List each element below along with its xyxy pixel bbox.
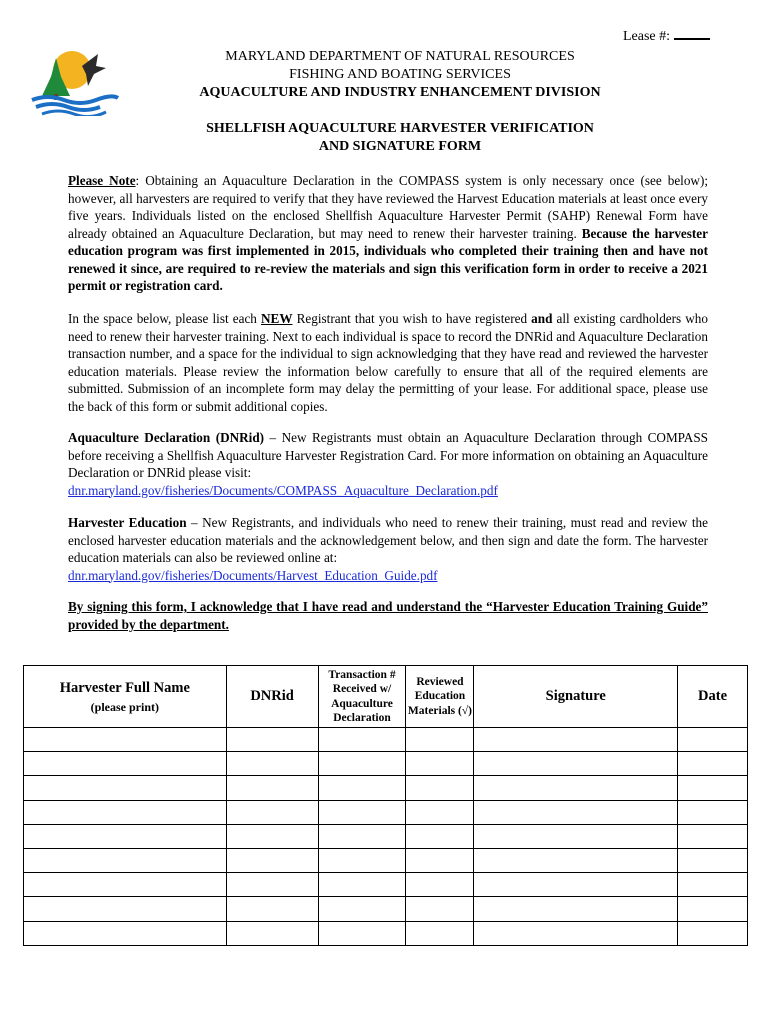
transaction-cell[interactable]: [318, 776, 406, 800]
harvester-education-text: – New Registrants, and individuals who need to renew their training, must read and review the enclosed harvester education materials and the acknowledgement below, and then sign and date the form. The harvester education materials can also be reviewed online at:: [68, 515, 708, 565]
lease-blank-line[interactable]: [674, 26, 710, 40]
name-cell[interactable]: [24, 873, 227, 897]
reviewed-cell[interactable]: [406, 752, 474, 776]
lease-number-field: [623, 26, 710, 45]
transaction-cell[interactable]: [318, 728, 406, 752]
date-cell[interactable]: [678, 897, 748, 921]
agency-header: [150, 48, 650, 102]
date-cell[interactable]: [678, 824, 748, 848]
note-bold-text: Because the harvester education program was first implemented in 2015, individuals who completed their training then and have not renewed it since, are required to re-review the materials and sign this verification form in order to receive a 2021 permit or registration card.: [68, 225, 708, 293]
harvest-education-guide-link[interactable]: dnr.maryland.gov/fisheries/Documents/Harvest_Education_Guide.pdf: [68, 567, 438, 583]
signature-cell[interactable]: [474, 897, 678, 921]
header-date: Date: [678, 666, 748, 728]
table-row: [24, 921, 748, 945]
dnrid-cell[interactable]: [226, 897, 318, 921]
header-reviewed: Reviewed Education Materials (√): [406, 666, 474, 728]
table-body: [24, 728, 748, 946]
table-row: [24, 824, 748, 848]
form-title-line2: AND SIGNATURE FORM: [318, 139, 482, 154]
signature-cell[interactable]: [474, 824, 678, 848]
division-name: AQUACULTURE AND INDUSTRY ENHANCEMENT DIVISION: [199, 85, 601, 100]
table-header-row: [24, 666, 748, 728]
date-cell[interactable]: [678, 873, 748, 897]
reviewed-cell[interactable]: [406, 921, 474, 945]
dnrid-cell[interactable]: [226, 776, 318, 800]
date-cell[interactable]: [678, 728, 748, 752]
header-dnrid: DNRid: [226, 666, 318, 728]
reviewed-cell[interactable]: [406, 848, 474, 872]
name-cell[interactable]: [24, 728, 227, 752]
signature-cell[interactable]: [474, 873, 678, 897]
dnrid-cell[interactable]: [226, 848, 318, 872]
signature-cell[interactable]: [474, 776, 678, 800]
name-cell[interactable]: [24, 800, 227, 824]
table-row: [24, 752, 748, 776]
header-transaction: Transaction # Received w/ Aquaculture Declaration: [318, 666, 406, 728]
date-cell[interactable]: [678, 800, 748, 824]
service-name: FISHING AND BOATING SERVICES: [289, 67, 511, 82]
transaction-cell[interactable]: [318, 824, 406, 848]
reviewed-cell[interactable]: [406, 897, 474, 921]
table-row: [24, 848, 748, 872]
reviewed-cell[interactable]: [406, 800, 474, 824]
instructions-new: NEW: [261, 311, 293, 326]
reviewed-cell[interactable]: [406, 776, 474, 800]
dnrid-cell[interactable]: [226, 873, 318, 897]
reviewed-cell[interactable]: [406, 873, 474, 897]
table-row: [24, 873, 748, 897]
instructions-paragraph: [68, 310, 708, 415]
date-cell[interactable]: [678, 848, 748, 872]
transaction-cell[interactable]: [318, 800, 406, 824]
signature-cell[interactable]: [474, 800, 678, 824]
note-paragraph: [68, 172, 708, 295]
signature-cell[interactable]: [474, 848, 678, 872]
aquaculture-declaration-text: – New Registrants must obtain an Aquaculture Declaration through COMPASS before receiving a Shellfish Aquaculture Harvester Registration Card. For more information on obtaining an Aquaculture Declaration or DNRid please visit:: [68, 430, 708, 480]
compass-declaration-link[interactable]: dnr.maryland.gov/fisheries/Documents/COMPASS_Aquaculture_Declaration.pdf: [68, 482, 498, 498]
aquaculture-declaration-label: Aquaculture Declaration (DNRid): [68, 430, 265, 445]
header-full-name-label: Harvester Full Name: [59, 679, 190, 696]
table-row: [24, 897, 748, 921]
signature-cell[interactable]: [474, 728, 678, 752]
date-cell[interactable]: [678, 776, 748, 800]
table-row: [24, 800, 748, 824]
dnr-logo-icon: [28, 44, 120, 116]
dnrid-cell[interactable]: [226, 728, 318, 752]
header-signature: Signature: [474, 666, 678, 728]
signature-cell[interactable]: [474, 921, 678, 945]
aquaculture-declaration-paragraph: [68, 429, 708, 499]
name-cell[interactable]: [24, 848, 227, 872]
acknowledgement-statement: By signing this form, I acknowledge that I have read and understand the “Harvester Education Training Guide” provided by the department.: [68, 599, 708, 632]
date-cell[interactable]: [678, 921, 748, 945]
header-full-name-sub: (please print): [90, 699, 159, 714]
reviewed-cell[interactable]: [406, 824, 474, 848]
name-cell[interactable]: [24, 776, 227, 800]
transaction-cell[interactable]: [318, 921, 406, 945]
name-cell[interactable]: [24, 752, 227, 776]
note-text: : Obtaining an Aquaculture Declaration in the COMPASS system is only necessary once (see below); however, all harvesters are required to verify that they have reviewed the Harvest Education materials at least once every five years. Individuals listed on the enclosed Shellfish Aquaculture Harvester Permit (SAHP) Renewal Form have already obtained an Aquaculture Declaration, but may need to renew their harvester training.: [68, 173, 709, 241]
table-row: [24, 728, 748, 752]
name-cell[interactable]: [24, 921, 227, 945]
dnrid-cell[interactable]: [226, 921, 318, 945]
transaction-cell[interactable]: [318, 752, 406, 776]
form-title: [150, 120, 650, 156]
form-title-line1: SHELLFISH AQUACULTURE HARVESTER VERIFICATION: [206, 121, 594, 136]
name-cell[interactable]: [24, 824, 227, 848]
date-cell[interactable]: [678, 752, 748, 776]
instructions-and: and: [531, 311, 553, 326]
signature-cell[interactable]: [474, 752, 678, 776]
dnrid-cell[interactable]: [226, 752, 318, 776]
harvester-table: [23, 665, 748, 946]
instructions-pre: In the space below, please list each: [68, 311, 261, 326]
lease-label: Lease #:: [622, 29, 670, 44]
dnrid-cell[interactable]: [226, 800, 318, 824]
header-full-name: [24, 666, 227, 728]
agency-name: MARYLAND DEPARTMENT OF NATURAL RESOURCES: [225, 49, 575, 64]
instructions-mid: Registrant that you wish to have registered: [292, 311, 532, 326]
dnrid-cell[interactable]: [226, 824, 318, 848]
harvester-education-paragraph: [68, 514, 708, 584]
instructions-post: all existing cardholders who need to renew their harvester training. Next to each individual is space to record the DNRid and Aquaculture Declaration transaction number, and a space for the individual to sign acknowledging that they have read and reviewed the harvester education materials. Please review the information below carefully to ensure that all of the required elements are submitted. Submission of an incomplete form may delay the permitting of your lease. For additional space, please use the back of this form or submit additional copies.: [68, 311, 708, 414]
transaction-cell[interactable]: [318, 873, 406, 897]
name-cell[interactable]: [24, 897, 227, 921]
harvester-education-label: Harvester Education: [68, 515, 187, 530]
note-label: Please Note: [68, 173, 136, 188]
reviewed-cell[interactable]: [406, 728, 474, 752]
table-row: [24, 776, 748, 800]
transaction-cell[interactable]: [318, 848, 406, 872]
transaction-cell[interactable]: [318, 897, 406, 921]
